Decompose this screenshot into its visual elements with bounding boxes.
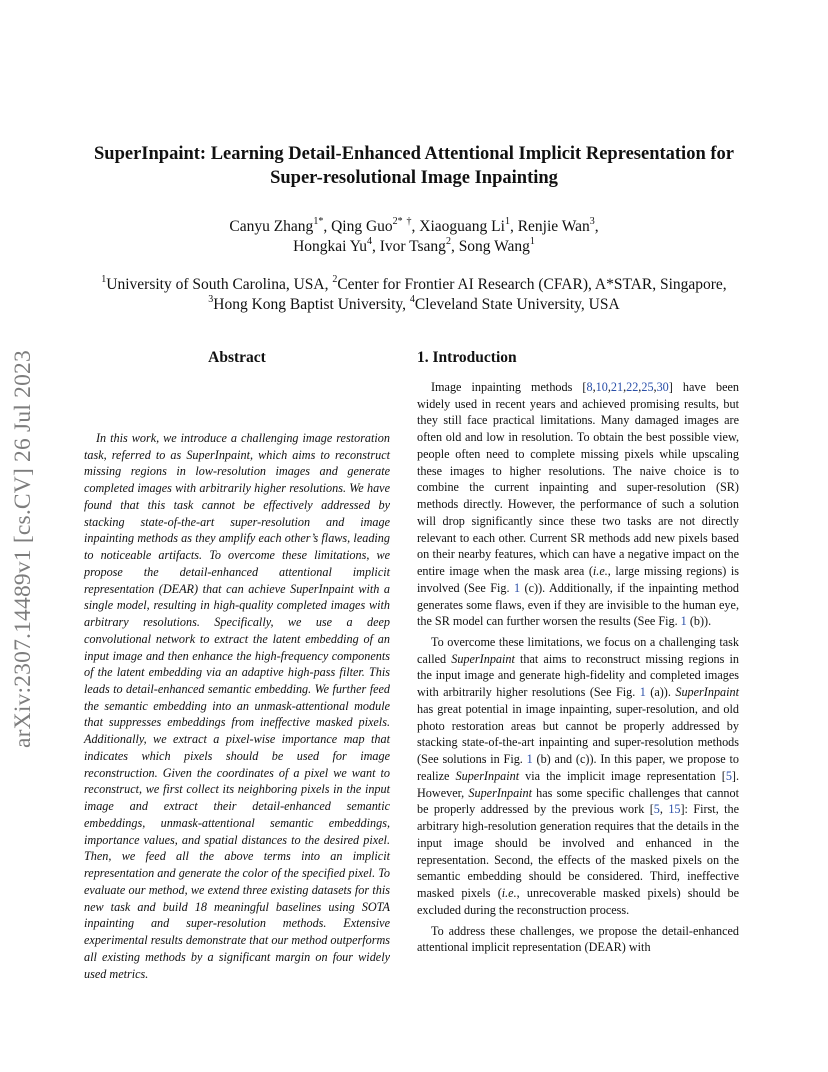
text-run: ]. However, [417,768,740,800]
affiliation-mark: 4 [366,235,372,247]
text-run: that aims to reconstruct missing regions in the input image and generate high-fidelity and completed images with arbitrarily higher resolutions (See Fig. [417,651,739,700]
intro-paragraph-3: To address these challenges, we propose the detail-enhanced attentional implicit representation (DEAR) with [417,923,739,955]
affiliation-number: 4 [409,293,415,305]
citation-link[interactable]: 8 [586,380,593,394]
affiliation-number: 3 [208,293,214,305]
affiliation-line-2 [40,295,788,315]
text-run: Image inpainting methods [ [431,380,587,394]
citation-link[interactable]: 10 [595,380,608,394]
introduction-body [417,379,739,960]
affiliation-text: Hong Kong Baptist University, [213,296,410,313]
author-name: Canyu Zhang [229,218,314,235]
citation-link[interactable]: 5 [653,802,660,817]
text-run: To overcome these limitations, we focus on a challenging task called [417,635,739,666]
text-run: via the implicit image representation [ [519,768,726,783]
author-list [60,217,768,257]
text-run: i.e. [501,886,517,901]
affiliation-number: 1 [101,273,107,285]
affiliation-text: Center for Frontier AI Research (CFAR), A*STAR, Singapore, [337,276,727,293]
paper-title [40,142,788,190]
text-run: ]: First, the arbitrary high-resolution generation requires that the details in the input image should be involved and enhanced in the representation. Second, the effects of the masked pixels on the semantic embedding should be considered. Third, ineffective masked pixels ( [417,802,740,901]
text-run: has some specific challenges that cannot be properly addressed by the previous work [ [417,785,739,817]
affiliation-mark: 1 [529,235,535,247]
author-name: Ivor Tsang [379,238,446,255]
text-run: SuperInpaint [468,785,533,800]
figure-link[interactable]: 1 [680,614,687,629]
intro-paragraph-2: To overcome these limitations, we focus on a challenging task called SuperInpaint that aims to reconstruct missing regions in the input image and generate high-fidelity and completed images with arbitrarily higher resolutions (See Fig. 1 (a)). SuperInpaint has great potential in image inpainting, super-resolution, and old photo restoration areas but cannot be properly addressed by stacking state-of-the-art inpainting and super-resolution methods (See solutions in Fig. 1 (b) and (c)). In this paper, we propose to realize SuperInpaint via the implicit image representation [5]. However, SuperInpaint has some specific challenges that cannot be properly addressed by the previous work [5, 15]: First, the arbitrary high-resolution generation requires that the details in the input image should be involved and enhanced in the representation. Second, the effects of the masked pixels on the semantic embedding should be considered. Third, ineffective masked pixels (i.e., unrecoverable masked pixels) should be excluded during the reconstruction process. [417,635,740,917]
paper-title-line-2: Super-resolutional Image Inpainting [270,168,558,188]
author-name: Xiaoguang Li [419,218,505,235]
text-run: , unrecoverable masked pixels) should be excluded during the reconstruction process. [417,886,739,917]
figure-link[interactable]: 1 [514,580,521,595]
affiliation-mark: 2 [445,235,451,247]
author-name: Song Wang [458,238,530,255]
abstract-body [84,430,390,982]
text-run: (c)). Additionally, if the inpainting method generates some flaws, even if they are invisible to the human eye, the SR model can further worsen the results (See Fig. [417,580,739,629]
author-line-2: Hongkai Yu$^4$, Ivor Tsang$^2$, Song Wang$^1$ [293,235,535,255]
text-run: ] have been widely used in recent years and achieved promising results, but they still face practical limitations. Many damaged images are often old and low in resolution. To obtain the best possible view, people often need to complete missing pixels while upscaling these images to higher resolutions. The naive choice is to combine the current inpainting and super-resolution (SR) methods directly. However, the performance of such a solution will drop significantly since these two tasks are not directly relevant to each other. Current SR methods add new pixels based on their nearby features, which can have a negative impact on the entire image when the mask area ( [417,380,740,579]
author-line-1: Canyu Zhang$^{1*}$, Qing Guo$^{2*}$ †, Xiaoguang Li$^1$, Renjie Wan$^3$, [229,215,599,235]
footnote-mark: † [406,215,412,227]
text-run: , large missing regions) is involved (See Fig. [417,564,739,595]
abstract-paragraph: In this work, we introduce a challenging image restoration task, referred to as SuperInpaint, which aims to reconstruct missing regions in low-resolution images and generate completed images with arbitrarily higher resolutions. We have found that this task cannot be effectively addressed by stacking state-of-the-art super-resolution and image inpainting methods as they amplify each other’s flaws, leading to noticeable artifacts. To overcome these limitations, we propose the detail-enhanced attentional implicit representation (DEAR) that can achieve SuperInpaint with a single model, resulting in high-quality completed images with arbitrary resolutions. Specifically, we use a deep convolutional network to extract the latent embedding of an input image and then enhance the high-frequency components of the latent embedding via an adaptive high-pass filter. This leads to detail-enhanced semantic embedding. We further feed the semantic embedding into an unmask-attentional module that suppresses embeddings from ineffective masked pixels. Additionally, we extract a pixel-wise importance map that indicates which pixels should be used for image reconstruction. Given the coordinates of a pixel we want to reconstruct, we first collect its neighboring pixels in the input image and extract their detail-enhanced semantic embeddings, unmask-attentional semantic embeddings, importance values, and spatial distances to the desired pixel. Then, we feed all the above terms into an implicit representation and generate the color of the specified pixel. To evaluate our method, we extend three existing datasets for this new task and build 18 meaningful baselines using SOTA inpainting and super-resolution methods. Extensive experimental results demonstrate that our method outperforms all existing methods by a significant margin on four widely used metrics. [84,431,390,981]
text-run: (b)). [686,614,712,629]
citation-link[interactable]: 5 [725,768,732,783]
text-run: has great potential in image inpainting, super-resolution, and old photo restoration areas but cannot be properly addressed by stacking state-of-the-art inpainting and super-resolution methods (See solutions in Fig. [417,701,739,767]
affiliation-number: 2 [332,273,338,285]
affiliation-line-1 [40,275,788,295]
paper-title-line-1: SuperInpaint: Learning Detail-Enhanced Attentional Implicit Representation for [94,144,734,164]
author-name: Qing Guo [331,218,393,235]
text-run: SuperInpaint [451,651,515,666]
citation-link[interactable]: 15 [668,802,681,817]
text-run: SuperInpaint [455,768,520,783]
affiliation-mark: 1 [504,215,510,227]
text-run: i.e. [592,564,608,579]
figure-link[interactable]: 1 [526,752,533,767]
text-run: (a)). [645,685,676,700]
citation-link[interactable]: 25 [641,380,654,394]
author-name: Hongkai Yu [293,238,367,255]
introduction-heading: 1. Introduction [417,349,517,366]
intro-paragraph-1: Image inpainting methods [8,10,21,22,25,30] have been widely used in recent years and achieved promising results, but they still face practical limitations. Many damaged images are often old and low in resolution. To obtain the best possible view, people often need to complete missing pixels while upscaling these images to higher resolutions. The naive choice is to combine the current inpainting and super-resolution (SR) methods directly. However, the performance of such a solution will drop significantly since these two tasks are not directly relevant to each other. Current SR methods add new pixels based on their nearby features, which can have a negative impact on the entire image when the mask area (i.e., large missing regions) is involved (See Fig. 1 (c)). Additionally, if the inpainting method generates some flaws, even if they are invisible to the human eye, the SR model can further worsen the results (See Fig. 1 (b)). [417,380,740,629]
affiliation-mark: 2* [392,215,403,227]
affiliation-mark: 1 [313,215,319,227]
abstract-heading: Abstract [208,349,266,366]
citation-link[interactable]: 30 [656,380,669,394]
author-name: Renjie Wan [517,218,590,235]
citation-link[interactable]: 22 [626,380,639,394]
arxiv-identifier-stamp: arXiv:2307.14489v1 [cs.CV] 26 Jul 2023 [10,350,36,748]
text-run: (b) and (c)). In this paper, we propose to realize [417,752,739,783]
citation-link[interactable]: 21 [610,380,624,394]
affiliation-text: Cleveland State University, USA [414,296,620,313]
figure-link[interactable]: 1 [639,685,646,700]
text-run: SuperInpaint [675,685,739,700]
affiliations [40,275,788,315]
affiliation-text: University of South Carolina, USA, [106,276,333,293]
affiliation-mark: 3 [589,215,595,227]
footnote-mark: * [318,215,324,227]
